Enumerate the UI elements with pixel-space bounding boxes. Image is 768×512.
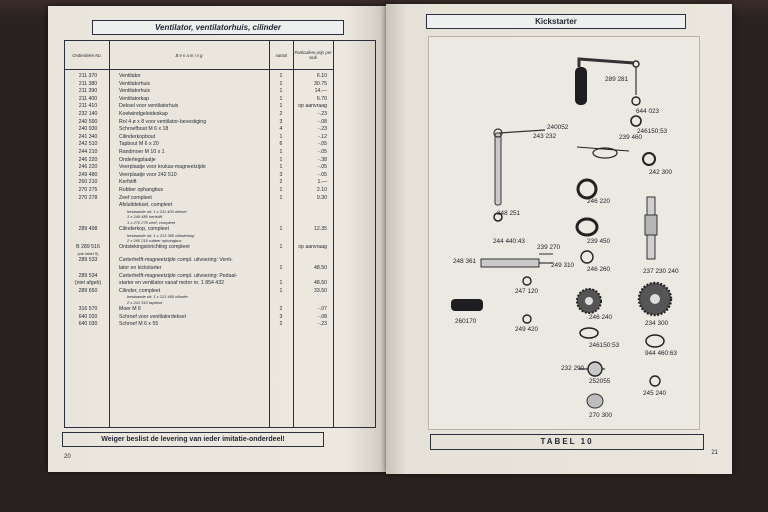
part-callout-label: 239 460: [619, 134, 643, 141]
part-price: -.38: [318, 156, 327, 163]
part-description: Ontstekingsinrichting compleet: [119, 244, 190, 251]
part-quantity: 6: [279, 141, 283, 148]
part-number: (niet afgeb): [74, 280, 102, 287]
part-description: 2 x 241 510 tapbout: [127, 300, 163, 305]
rubber-grip-icon: [451, 299, 483, 311]
part-callout-label: 239 450: [587, 238, 611, 245]
part-callout-label: 247 120: [515, 288, 539, 295]
part-description: Veerplaatje voor krukas-magneetzijde: [119, 164, 206, 171]
part-callout-label: 245 240: [643, 390, 667, 397]
part-description: 1 x 270 275 zeef, compleet: [127, 220, 176, 225]
part-description: bestaande uit: 1 x 213 400 cilinder: [127, 295, 188, 300]
part-callout-label: 246 240: [589, 314, 613, 321]
part-number: 260 210: [78, 179, 98, 186]
part-description: Schroef voor ventilatordeksel: [119, 313, 186, 320]
part-price: -.08: [318, 313, 327, 320]
part-quantity: 2: [279, 179, 283, 186]
part-quantity: 1: [279, 280, 283, 287]
cap-icon: [587, 394, 603, 408]
kickstarter-shaft-icon: [494, 129, 545, 205]
part-price: 30.75: [314, 80, 327, 87]
part-callout-label: 249 310: [551, 262, 575, 269]
part-description: Carterhelft-magneetzijde compl. uitvoering: Pedaal-: [119, 272, 238, 279]
right-page: [386, 4, 732, 474]
part-number: 211 400: [78, 95, 98, 102]
part-quantity: 1: [279, 73, 283, 79]
part-quantity: 1: [279, 287, 283, 294]
part-number: 316 570: [78, 306, 98, 313]
part-number: 270 278: [78, 194, 98, 201]
part-callout-label: 249 420: [515, 326, 539, 333]
header-price: Particuliere prijs per stuk: [293, 41, 333, 70]
column-divider: [109, 41, 110, 427]
part-number: 289 534: [78, 272, 98, 279]
part-description: 2 x 260 210 rubber ophangbus: [127, 239, 182, 243]
part-callout-label: 244 440:43: [493, 238, 525, 245]
part-quantity: 3: [279, 313, 283, 320]
part-quantity: 1: [279, 156, 283, 163]
page-number-left: 20: [64, 454, 71, 460]
part-callout-label: 270 300: [589, 412, 613, 419]
shaft-icon: [645, 197, 657, 259]
left-page-footer: Weiger beslist de levering van ieder imitatie-onderdeel!: [62, 432, 324, 447]
part-quantity: 4: [279, 126, 283, 133]
gear-hub: [650, 294, 660, 304]
part-quantity: 1: [279, 149, 283, 155]
part-price: -.08: [318, 118, 327, 125]
part-callout-label: 243 232: [533, 133, 557, 140]
part-price: 6.10: [316, 73, 327, 79]
part-number: 289 533: [78, 257, 98, 264]
part-callout-label: 248 251: [497, 210, 521, 217]
part-description: Schroefbout M 6 x 18: [119, 126, 169, 133]
part-quantity: 2: [279, 321, 283, 328]
ring-icon: [643, 153, 655, 165]
part-callout-label: 289 281: [605, 76, 629, 83]
part-description: Ventilator: [119, 73, 141, 79]
washer-icon: [523, 315, 531, 323]
part-description: Cilinder, compleet: [119, 287, 161, 294]
part-number: 211 370: [78, 73, 98, 79]
part-description: Ventilatorhuis: [119, 88, 151, 95]
page-number-right: 21: [711, 450, 718, 456]
part-quantity: 2: [279, 306, 283, 313]
part-description: Afsluitdeksel, compleet: [119, 202, 173, 209]
header-number: Onderdelen No.: [65, 41, 109, 70]
part-number: 211 410: [78, 103, 98, 110]
part-quantity: 1: [279, 95, 283, 102]
left-page-title: Ventilator, ventilatorhuis, cilinder: [92, 20, 344, 35]
ring-icon: [581, 251, 593, 263]
pedal-pin-icon: [481, 254, 553, 267]
part-price: 1.—: [317, 179, 327, 186]
left-page: [48, 6, 386, 472]
part-description: Cilinderkop, compleet: [119, 226, 169, 232]
part-number: 244 210: [78, 149, 98, 155]
part-quantity: 1: [279, 133, 283, 140]
part-description: Tapbout M 6 x 20: [119, 141, 159, 148]
ring-icon: [646, 335, 664, 347]
gear-hub: [585, 297, 593, 305]
part-number: 246 220: [78, 156, 98, 163]
part-callout-label: 237 230 240: [643, 268, 679, 275]
part-callout-label: 232 290: [561, 365, 585, 372]
part-price: -.05: [318, 164, 327, 171]
part-callout-label: 644 023: [636, 108, 660, 115]
column-divider: [293, 41, 294, 427]
header-description: B e n a m i n g: [109, 41, 269, 70]
part-number: 240 590: [78, 118, 98, 125]
return-spring-icon: [577, 147, 629, 158]
part-description: starter en ventilator vanaf motor nr. 1 854 432: [119, 280, 224, 287]
part-description: bestaande uit: 1 x 213 380 cilinderkop: [127, 233, 195, 238]
part-price: -.05: [318, 141, 327, 148]
part-number: 640 030: [78, 321, 98, 328]
part-description: Cilinderkopbout: [119, 133, 156, 140]
ring-icon: [580, 328, 598, 338]
part-price: 9.30: [316, 194, 327, 201]
part-price: op aanvraag: [298, 103, 327, 110]
part-description: Moer M 6: [119, 306, 141, 313]
part-number: 289 498: [78, 226, 98, 232]
part-description: Kerfstift: [119, 179, 137, 186]
part-callout-label: 246 220: [587, 198, 611, 205]
part-callout-label: 252055: [589, 378, 611, 385]
part-number: 270 275: [78, 187, 98, 193]
column-divider: [333, 41, 334, 427]
part-quantity: 1: [279, 164, 283, 171]
part-description: Rubber ophangbus: [119, 187, 164, 193]
part-number: 249 480: [78, 171, 98, 178]
part-description: Koelwindgeleideskap: [119, 111, 168, 117]
circlip-icon: [650, 376, 660, 386]
part-price: 14.—: [314, 88, 327, 95]
part-price: -.23: [318, 111, 327, 117]
part-callout-label: 246150:53: [637, 128, 668, 135]
part-number: B 289 516: [76, 244, 100, 251]
washer-icon: [523, 277, 531, 285]
part-callout-label: 240052: [547, 124, 569, 131]
part-description: bestaande uit: 1 x 211 400 deksel: [127, 209, 187, 214]
part-callout-label: 239 270: [537, 244, 561, 251]
part-description: Rol 4 ø x 8 voor ventilator-bevestiging: [119, 118, 207, 125]
header-quantity: Aantal: [269, 41, 293, 70]
part-quantity: 1: [279, 194, 283, 201]
part-number: 211 380: [78, 80, 98, 87]
part-price: -.23: [318, 126, 327, 133]
part-price: 6.70: [316, 95, 327, 102]
part-quantity: 1: [279, 88, 283, 95]
part-callout-label: 248 361: [453, 258, 477, 265]
part-quantity: 3: [279, 171, 283, 178]
part-description: 3 x 249 480 kerfstift: [127, 215, 162, 220]
part-callout-label: 260170: [455, 318, 477, 325]
part-callout-label: 246 260: [587, 266, 611, 273]
right-page-footer: TABEL 10: [430, 434, 704, 450]
part-description: Onderlegplaatje: [119, 156, 156, 163]
part-number: 211 390: [78, 88, 98, 95]
part-price: -.07: [318, 306, 327, 313]
part-callout-label: 246150:53: [589, 342, 620, 349]
part-quantity: 3: [279, 118, 283, 125]
part-price: -.12: [318, 133, 327, 140]
spring-washer-icon: [631, 116, 641, 126]
part-number: 640 020: [78, 313, 98, 320]
part-description: Veerplaatje voor 242 510: [119, 171, 177, 178]
part-callout-label: 944 460:63: [645, 350, 677, 357]
part-quantity: 1: [279, 103, 283, 110]
part-price: 33.50: [314, 287, 327, 294]
part-quantity: 2: [279, 111, 283, 117]
part-number: 246 220: [78, 164, 98, 171]
exploded-parts-diagram: [428, 36, 700, 430]
kickstarter-diagram: [429, 37, 699, 429]
part-description: lator en kickstarter: [119, 265, 162, 271]
part-quantity: 1: [279, 187, 283, 193]
part-price: 12.35: [314, 226, 327, 232]
washer-icon: [632, 97, 640, 105]
part-price: op aanvraag: [298, 244, 327, 251]
part-quantity: 1: [279, 80, 283, 87]
part-number: 240 930: [78, 126, 98, 133]
part-number: 242 510: [78, 141, 98, 148]
part-description: Randmoer M 10 x 1: [119, 149, 165, 155]
part-price: -.05: [318, 171, 327, 178]
part-description: Carterhelft-magneetzijde compl. uitvoering: Venti-: [119, 257, 233, 264]
part-price: 48.50: [314, 265, 327, 271]
part-number: 241 340: [78, 133, 98, 140]
part-quantity: 1: [279, 265, 283, 271]
part-number: (zie tabel 9): [77, 251, 99, 256]
right-page-title: Kickstarter: [426, 14, 686, 29]
part-callout-label: 242 300: [649, 169, 673, 176]
part-price: 48.50: [314, 280, 327, 287]
part-quantity: 1: [279, 226, 283, 232]
part-callout-label: 234 300: [645, 320, 669, 327]
part-description: Ventilatorkap: [119, 95, 149, 102]
gear-ring-icon: [578, 180, 596, 198]
part-description: Deksel voor ventilatorhuis: [119, 103, 179, 110]
diagram-labels: [453, 76, 679, 419]
ring-icon: [577, 219, 597, 235]
part-price: 2.10: [316, 187, 327, 193]
part-quantity: 1: [279, 244, 283, 251]
part-price: -.05: [318, 149, 327, 155]
part-description: Ventilatorhuis: [119, 80, 151, 87]
part-description: Zeef compleet: [119, 194, 152, 201]
part-number: 232 140: [78, 111, 98, 117]
part-price: -.23: [318, 321, 327, 328]
parts-table: [64, 40, 376, 428]
part-number: 289 650: [78, 287, 98, 294]
part-description: Schroef M 6 x 55: [119, 321, 159, 328]
